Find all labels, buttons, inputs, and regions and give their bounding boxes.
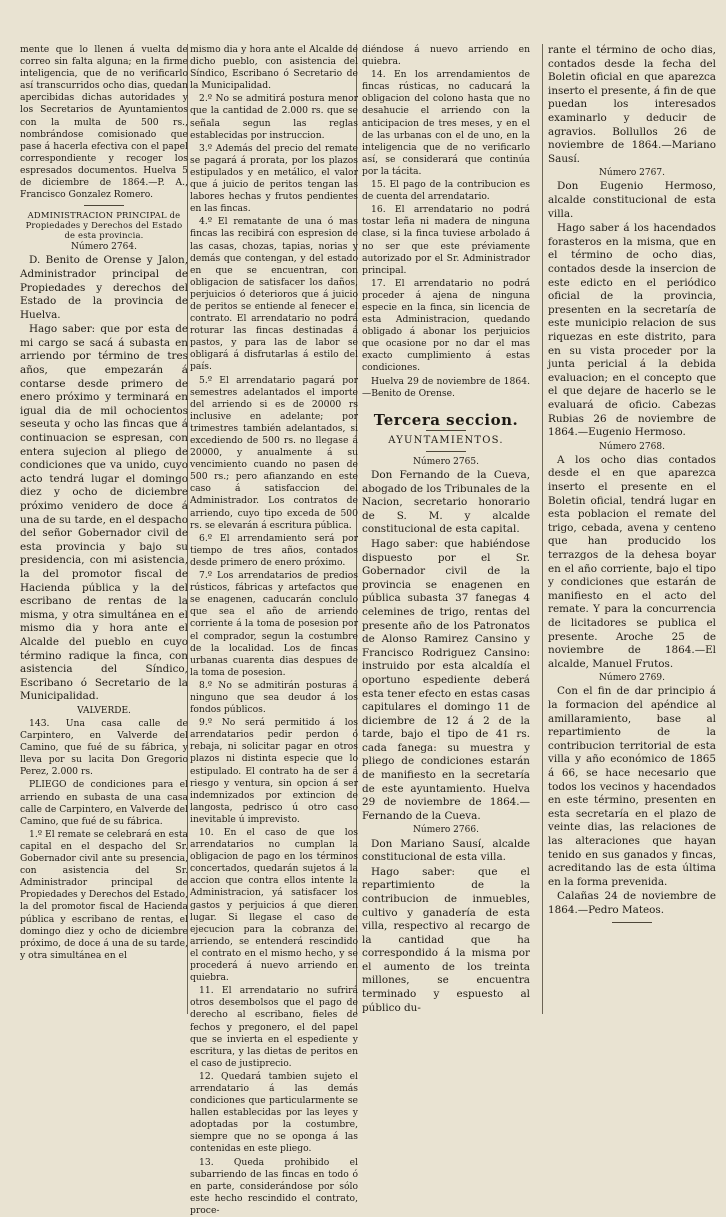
section-heading: ADMINISTRACION PRINCIPAL de Propiedades y Derechos del Estado de esta provincia. [25,210,183,241]
condition-item: 16. El arrendatario no podrá tostar leña ni madera de ninguna clase, si la finca tuviese arbolado á no ser que este préviamente autorizado por el Sr. Administrador principal. [362,204,530,276]
condition-item: 3.º Además del precio del remate se pagará á prorata, por los plazos estipulados y en metálico, el valor que á juicio de peritos tengan las labores hechas y frutos pendientes en las fincas. [190,142,358,215]
separator [426,451,466,452]
column-2 [190,44,358,1216]
condition-item: 9.º No será permitido á los arrendatarios pedir perdon ó rebaja, ni solicitar pagar en otros plazos ni distinta especie que lo estipulado. El contrato ha de ser á riesgo y ventura, sin opcion á ser indemnizados por extincion de langosta, pedrisco ú otro caso inevitable ú imprevisto. [190,717,358,825]
notice-intro: Don Fernando de la Cueva, abogado de los Tribunales de la Nacion, secretario honorario de S. M. y alcalde constitucional de esta capital. [362,469,530,536]
condition-item: 1.º El remate se celebrará en esta capital en el despacho del Sr. Gobernador civil ante su presencia, con asistencia del Sr. Administrador principal de Propiedades y Derechos del Estado, la del promotor fiscal de Hacienda pública y escribano de rentas, el domingo diez y ocho de diciembre próximo, de doce á una de su tarde, y otra simultánea en el [20,828,188,961]
condition-item: 11. El arrendatario no sufrirá otros desembolsos que el pago de derecho al escribano, fieles de fechos y pregonero, el del papel que se invierta en el espediente y escritura, y las dietas de peritos en el caso de justiprecio. [190,985,358,1069]
condition-item: 6.º El arrendamiento será por tiempo de tres años, contados desde primero de enero próximo. [190,532,358,568]
notice-body: Hago saber: que por esta de mi cargo se sacá á subasta en arriendo por término de tres años, que empezarán á contarse desde primero de enero próximo y terminará en igual dia de mil ochocientos seseuta y ocho las fincas que á continuacion se espresan, con entera sujecion al pliego de condiciones que va unido, cuyo acto tendrá lugar el domingo diez y ocho de diciembre próximo venidero de doce á una de su tarde, en el despacho del señor Gobernador civil de esta provincia y bajo su presidencia, con mi asistencia, la del promotor fiscal de Hacienda pública y la del escribano de rentas de la misma, y otra simultánea en el mismo dia y hora ante el Alcalde del pueblo en cuyo término radique la finca, con asistencia del Síndico, Escribano ó Secretario de la Municipalidad. [20,323,188,703]
notice-continuation: mente que lo llenen á vuelta de correo sin falta alguna; en la firme inteligencia, que de no verificarlo así transcurridos ocho dias, quedan apercibidas dichas autoridades y los Secretarios de Ayuntamientos con la multa de 500 rs., nombrándose comisionado que pase á hacerla efectiva con el papel correspondiente y recoger los espresados documentos. Huelva 5 de diciembre de 1864.—P. A., Francisco Gonzalez Romero. [20,44,188,201]
notice-number: Número 2765. [413,456,479,467]
condition-item: 10. En el caso de que los arrendatarios no cumplan la obligacion de pago en los términos concertados, quedarán sujetos á la accion que contra ellos intente la Administracion, yá satisfacer los gastos y perjuicios á que dieren lugar. Si llegase el caso de ejecucion para la cobranza del arriendo, se entenderá rescindido el contrato en el mismo hecho, y se procederá á nuevo arriendo en quiebra. [190,827,358,984]
property-item: 143. Una casa calle de Carpintero, en Valverde del Camino, que fué de su fábrica, y lleva por su lacita Don Gregorio Perez, 2.000 rs. [20,718,188,778]
notice-number: Número 2766. [413,825,479,836]
notice-number: Número 2768. [599,441,665,452]
condition-item: 2.º No se admitirá postura menor que la cantidad de 2.000 rs. que se señala segun las reglas establecidas por instruccion. [190,93,358,141]
notice-number: Número 2764. [71,242,137,253]
notice-continuation: rante el término de ocho dias, contados desde la fecha del Boletin oficial en que aparezca inserto el presente, á fin de que puedan los interesados examinarlo y deducir de agravios. Bollullos 26 de noviembre de 1864.—Mariano Sausí. [548,44,716,165]
condition-item: 8.º No se admitirán posturas á ninguno que sea deudor á los fondos públicos. [190,679,358,716]
notice-body: Hago saber: que habiéndose dispuesto por el Sr. Gobernador civil de la provincia se enagenen en pública subasta 37 fanegas 4 celemines de trigo, rentas del presente año de los Patronatos de Alonso Ramirez Cansino y Francisco Rodriguez Cansino: instruido por esta alcaldía el oportuno espediente deberá esta tener efecto en estas casas capitulares el domingo 11 de diciembre de 12 á 2 de la tarde, bajo el tipo de 41 rs. cada fanega: su muestra y pliego de condiciones estarán de manifiesto en la secretaría de este ayuntamiento. Huelva 29 de noviembre de 1864.—Fernando de la Cueva. [362,537,530,822]
subsection-title: AYUNTAMIENTOS. [388,434,504,446]
condition-item: diéndose á nuevo arriendo en quiebra. [362,44,530,68]
condition-item: 17. El arrendatario no podrá proceder á ajena de ninguna especie en la finca, sin licencia de esta Administracion, quedando obligado á abonar los perjuicios que ocasione por no dar el mas exacto cumplimiento á estas condiciones. [362,277,530,374]
separator [84,205,124,206]
town-heading: VALVERDE. [77,705,131,716]
condition-item: mismo dia y hora ante el Alcalde de dicho pueblo, con asistencia del Síndico, Escribano ó Secretario de la Municipalidad. [190,44,358,92]
condition-item: 7.º Los arrendatarios de predios rústicos, fábricas y artefactos que se enagenen, caducarán conclulo que sea el año de arriendo corriente á la toma de posesion por el comprador, segun la costumbre de la localidad. Los de fincas urbanas cuarenta dias despues de la toma de posesion. [190,570,358,678]
notice-body: Hago saber á los hacendados forasteros en la misma, que en el término de ocho dias, contados desde la insercion de este edicto en el periódico oficial de la provincia, presenten en la secretaría de este municipio relacion de sus riquezas en este distrito, para en su vista proceder por la junta pericial á la debida evaluacion; en el concepto que el que dejare de hacerlo se le evaluará de oficio. Cabezas Rubias 26 de noviembre de 1864.—Eugenio Hermoso. [548,222,716,439]
condition-item: 4.º El rematante de una ó mas fincas las recibirá con espresion de las casas, chozas, tapias, norias y demás que contengan, y del estado en que se encuentran, con obligacion de satisfacer los daños, perjuicios ó deterioros que á juicio de peritos se entiende al fenecer el contrato. El arrendatario no podrá roturar las fincas destinadas á pastos, y para las de labor se obligará á disfrutarlas á estilo del país. [190,216,358,373]
notice-number: Número 2769. [599,673,665,684]
notice-signature: Huelva 29 de noviembre de 1864.—Benito de Orense. [362,375,530,399]
condition-item: 12. Quedará tambien sujeto el arrendatario á las demás condiciones que particularmente se hallen establecidas por las leyes y adoptadas por la costumbre, siempre que no se oponga á las contenidas en este pliego. [190,1070,358,1155]
notice-intro: D. Benito de Orense y Jalon, Administrador principal de Propiedades y derechos del Estado de la provincia de Huelva. [20,254,188,321]
section-title: Tercera seccion. [373,410,519,429]
notice-intro: Don Mariano Sausí, alcalde constitucional de esta villa. [362,837,530,864]
notice-signature: Calañas 24 de noviembre de 1864.—Pedro Mateos. [548,890,716,916]
notice-body: Hago saber: que el repartimiento de la contribucion de inmuebles, cultivo y ganadería de esta villa, respectivo al recargo de la cantidad que ha correspondido á la misma por el aumento de los treinta millones, se encuentra terminado y espuesto al público du- [362,865,530,1014]
column-3 [362,44,530,1016]
notice-number: Número 2767. [599,168,665,179]
notice-body: A los ocho dias contados desde el en que aparezca inserto el presente en el Boletin oficial, tendrá lugar en esta poblacion el remate del trigo, cebada, avena y centeno que han producido los terrazgos de la dehesa boyar en el año corriente, bajo el tipo y condiciones que estarán de manifiesto en el acto del remate. Y para la concurrencia de licitadores se publica el presente. Aroche 25 de noviembre de 1864.—El alcalde, Manuel Frutos. [548,453,716,670]
condition-item: 14. En los arrendamientos de fincas rústicas, no caducará la obligacion del colono hasta que no desahucie el arriendo con la anticipacion de tres meses, y en el de las urbanas con el de uno, en la inteligencia que de no verificarlo así, se considerará que continúa por la tácita. [362,69,530,177]
column-1 [20,44,188,1016]
condition-item: 13. Queda prohibido el subarriendo de las fincas en todo ó en parte, considerándose por sólo este hecho rescindido el contrato, proce- [190,1156,358,1216]
separator [612,922,652,923]
condition-item: 15. El pago de la contribucion es de cuenta del arrendatario. [362,179,530,203]
column-4 [548,44,716,1016]
conditions-title: PLIEGO de condiciones para el arriendo en subasta de una casa calle de Carpintero, en Valverde del Camino, que fué de su fábrica. [20,779,188,827]
condition-item: 5.º El arrendatario pagará por semestres adelantados el importe del arriendo si es de 20000 rs inclusive en adelante; por trimestres también adelantados, si excediendo de 500 rs. no llegase á 20000, y anualmente á su vencimiento cuando no pasen de 500 rs.; pero afianzando en este caso á satisfaccion del Administrador. Los contratos de arriendo, cuyo tipo exceda de 500 rs. se elevarán á escritura pública. [190,374,358,531]
column-divider [542,44,543,1014]
notice-body: Con el fin de dar principio á la formacion del apéndice al amillaramiento, base al repartimiento de la contribucion territorial de esta villa y año económico de 1865 á 66, se hace necesario que todos los vecinos y hacendados en este término, presenten en esta secretaría en el plazo de veinte dias, las relaciones de las alteraciones que hayan tenido en sus ganados y fincas, acreditando las de esta última en la forma prevenida. [548,685,716,888]
notice-intro: Don Eugenio Hermoso, alcalde constitucional de esta villa. [548,180,716,220]
separator [426,430,466,431]
